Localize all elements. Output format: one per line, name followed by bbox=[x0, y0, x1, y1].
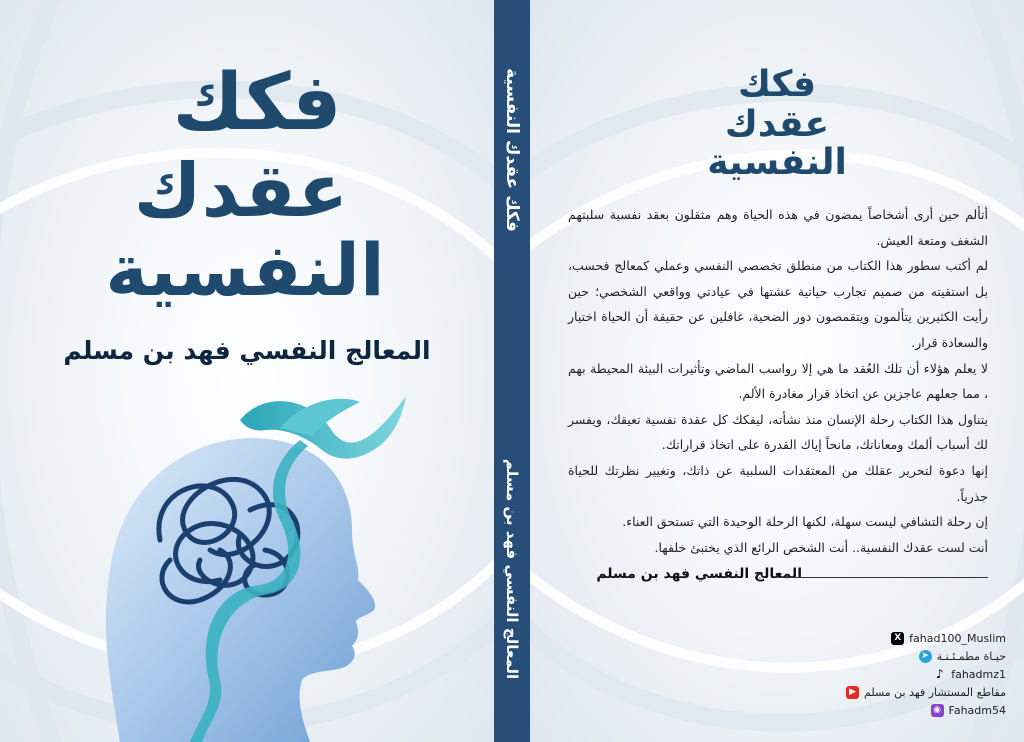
youtube-icon: ▶ bbox=[846, 686, 859, 699]
social-youtube bbox=[826, 683, 1006, 701]
blurb-paragraph: لم أكتب سطور هذا الكتاب من منطلق تخصصي النفسي وعملي كمعالج فحسب، بل استقيته من صميم تجارب حياتية عشتها في عيادتي وواقعي الشخصي؛ حين رأيت الكثيرين يتألمون ويتقمصون دور الضحية، غافلين عن حقيقة أن الحياة اختيار والسعادة قرار. bbox=[568, 258, 988, 350]
head-dove-illustration bbox=[90, 380, 430, 742]
social-telegram bbox=[826, 647, 1006, 665]
back-cover bbox=[530, 0, 1024, 742]
x-icon: X bbox=[891, 632, 904, 645]
back-title-line2: عقدك bbox=[724, 104, 830, 145]
signature-block bbox=[568, 566, 988, 590]
blurb-paragraph: يتناول هذا الكتاب رحلة الإنسان منذ نشأته، ليفكك كل عقدة نفسية تعيقك، ويفسر لك أسباب ألمك ومعاناتك، مانحاً إياك القدرة على اتخاذ قراراتك. bbox=[568, 411, 988, 453]
front-title-line3: النفسية bbox=[105, 228, 385, 312]
blurb-paragraph: إن رحلة التشافي ليست سهلة، لكنها الرحلة الوحيدة التي تستحق العناء. bbox=[622, 514, 988, 530]
head-silhouette bbox=[106, 438, 375, 742]
spine-title: فكك عقدك النفسية bbox=[502, 68, 522, 232]
podcast-icon: ◉ bbox=[931, 704, 944, 717]
front-title-line2: عقدك bbox=[133, 148, 349, 234]
telegram-icon: ➤ bbox=[919, 650, 932, 663]
social-links bbox=[826, 629, 1006, 719]
blurb-paragraph: أنت لست عقدك النفسية.. أنت الشخص الرائع الذي يختبئ خلفها. bbox=[654, 539, 988, 555]
front-cover bbox=[0, 0, 494, 742]
blurb-paragraph: لا يعلم هؤلاء أن تلك العُقد ما هي إلا رواسب الماضي وتأثيرات البيئة المحيطة بهم ، مما جعلهم عاجزين عن اتخاذ قرار مغادرة الألم. bbox=[568, 360, 988, 402]
tiktok-icon: ♪ bbox=[935, 667, 944, 681]
social-x bbox=[826, 629, 1006, 647]
blurb-paragraph: أتألم حين أرى أشخاصاً يمضون في هذه الحياة وهم مثقلون بعقد نفسية سلبتهم الشغف ومتعة العيش. bbox=[568, 207, 988, 248]
social-handle: مقاطع المستشار فهد بن مسلم bbox=[864, 685, 1006, 699]
signature-name: المعالج النفسي فهد بن مسلم bbox=[596, 566, 802, 582]
back-title-line3: النفسية bbox=[707, 142, 847, 183]
social-handle: fahad100_Muslim bbox=[909, 631, 1006, 645]
social-handle: Fahadm54 bbox=[948, 703, 1006, 717]
book-spine bbox=[494, 0, 530, 742]
blurb-paragraph: إنها دعوة لتحرير عقلك من المعتقدات السلبية عن ذاتك، وتغيير نظرتك للحياة جذرياً. bbox=[568, 462, 988, 504]
social-tiktok bbox=[826, 665, 1006, 683]
back-title-line1: فكك bbox=[737, 64, 817, 105]
social-handle: fahadmz1 bbox=[951, 667, 1006, 681]
front-title-line1: فكك bbox=[172, 58, 342, 148]
spine-author: المعالج النفسي فهد بن مسلم bbox=[503, 458, 521, 680]
social-podcast bbox=[826, 701, 1006, 719]
signature-rule bbox=[778, 577, 988, 578]
social-handle: حيـاة مطمـئـنـة bbox=[936, 649, 1006, 663]
front-author: المعالج النفسي فهد بن مسلم bbox=[63, 336, 431, 365]
back-blurb bbox=[568, 202, 988, 560]
